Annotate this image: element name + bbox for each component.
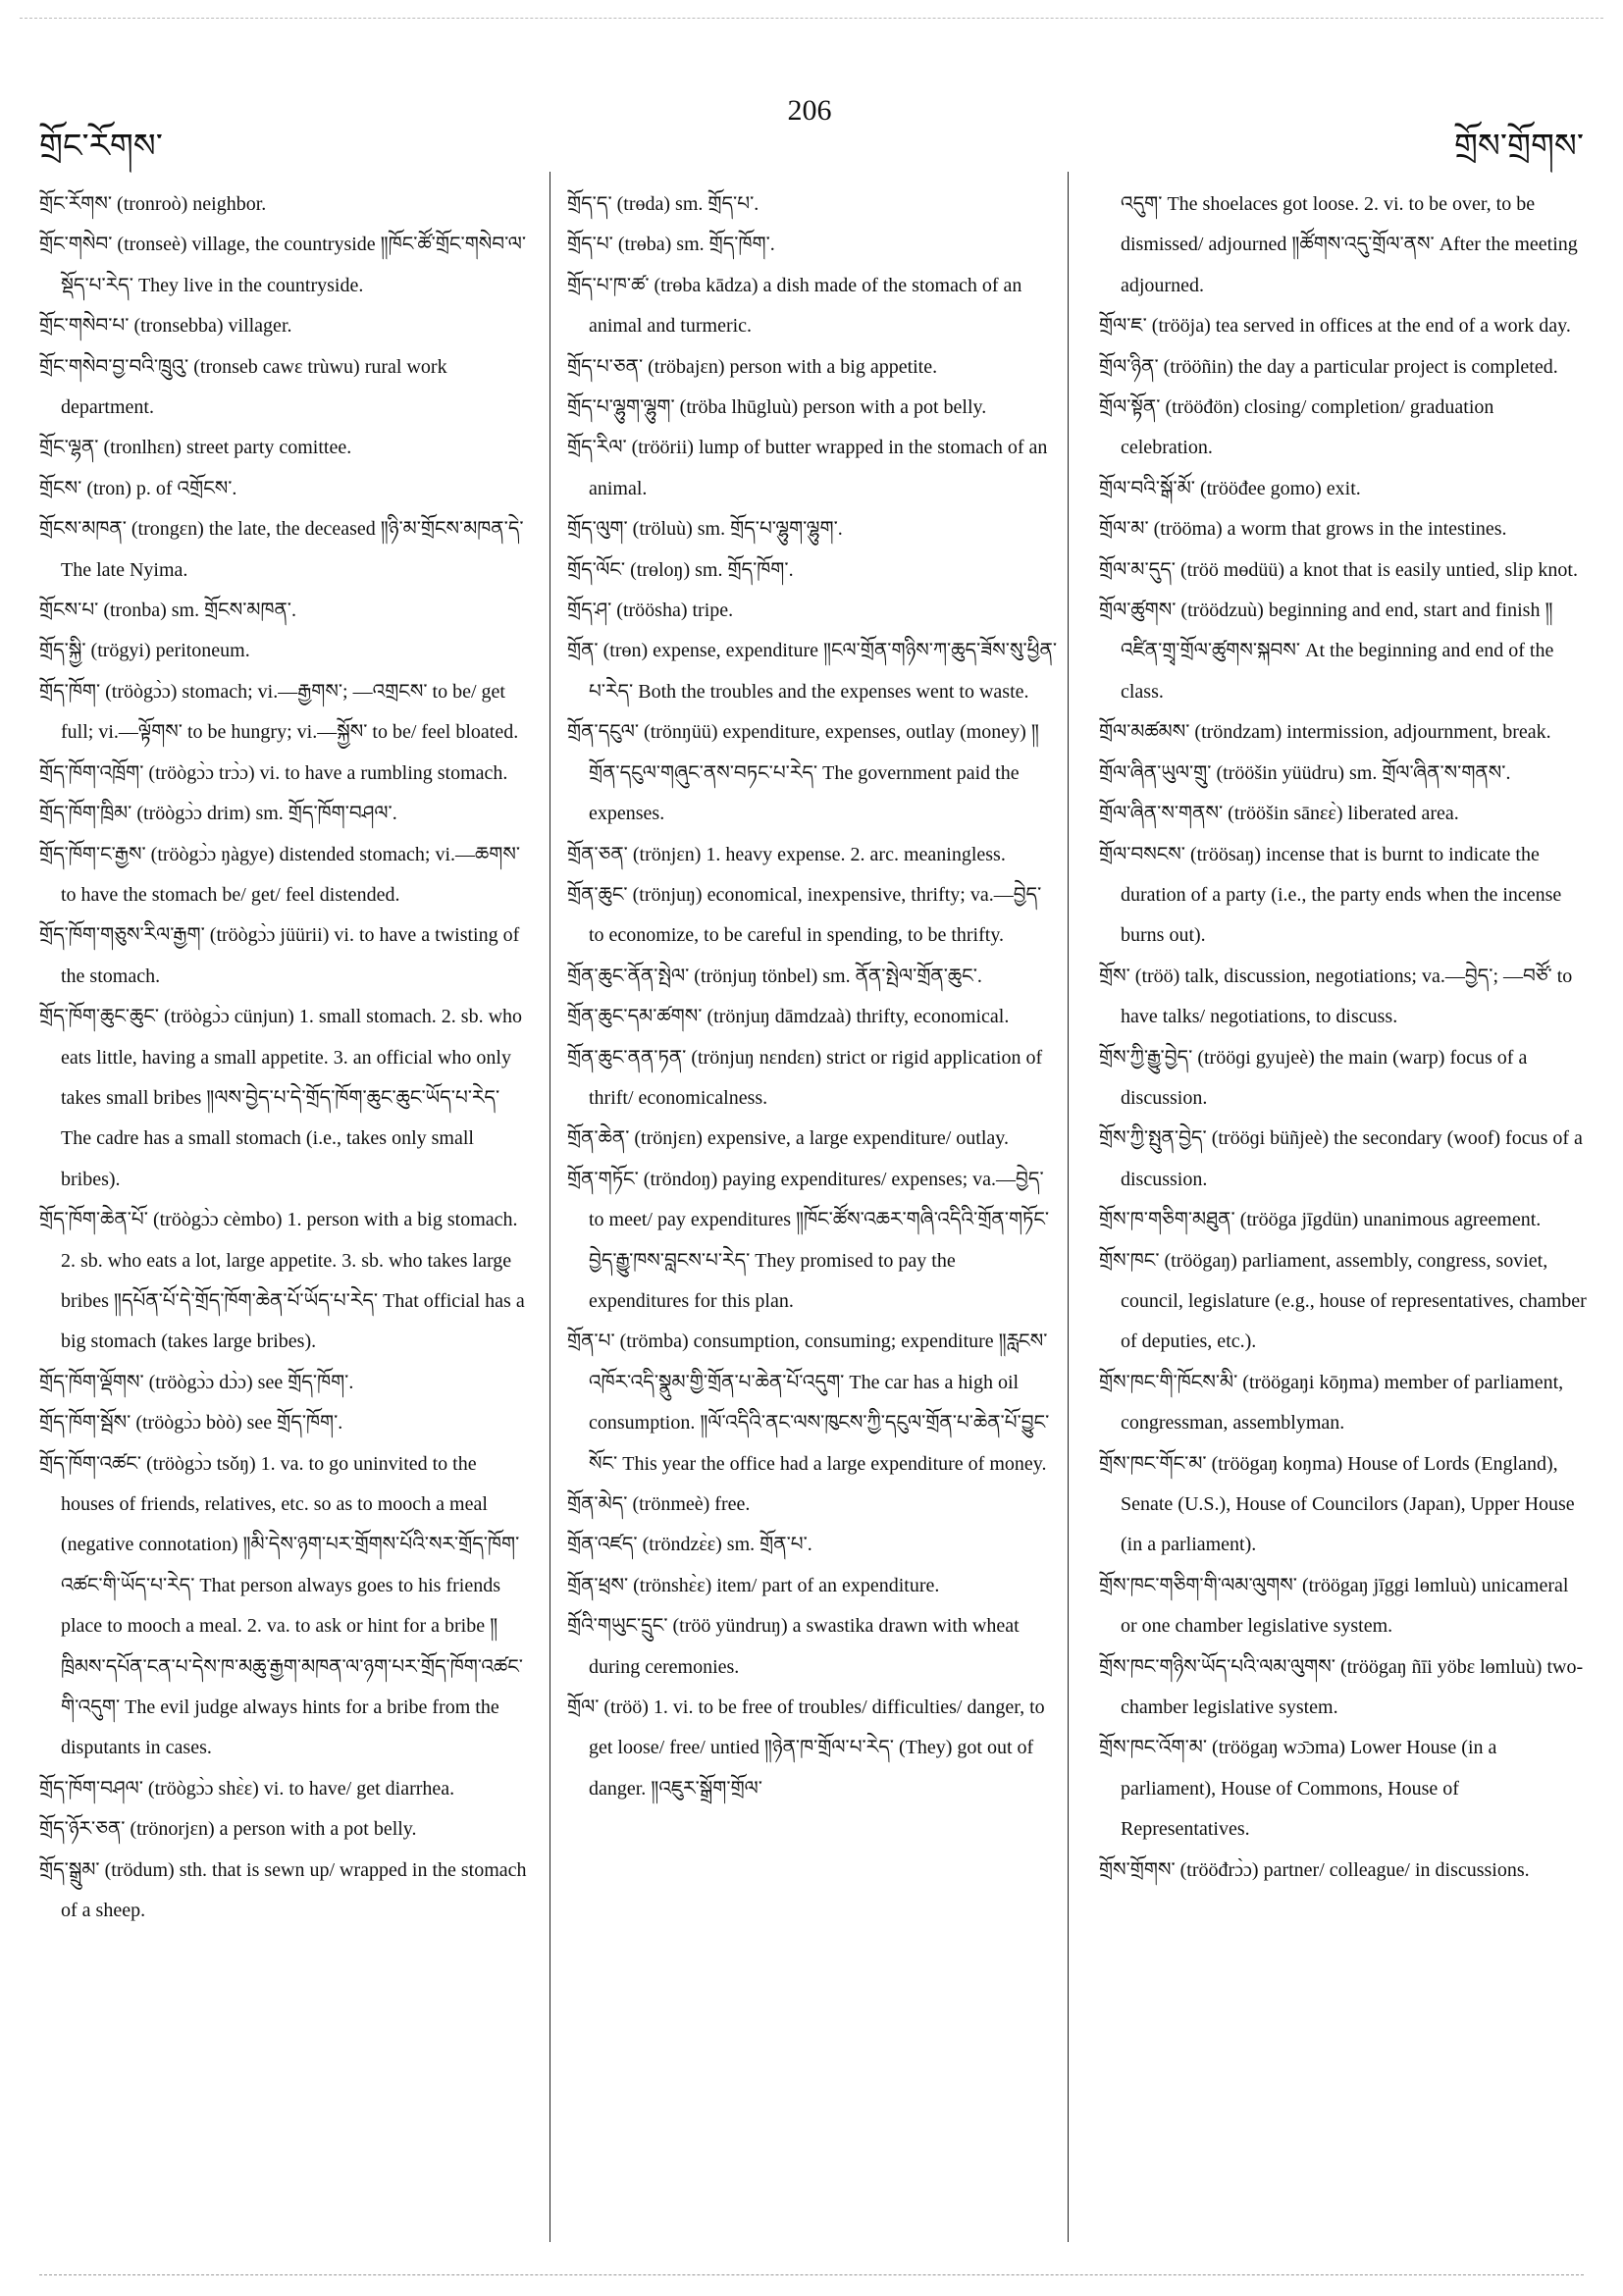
dictionary-entry: གྲོན་མེད་ (trönmeè) free.: [567, 1493, 751, 1515]
dictionary-entry: གྲོན་ཆུང་ནོན་སྤེལ་ (trönjuŋ tönbel) sm. ནོན་སྤེལ་གྲོན་ཆུང་.: [567, 965, 982, 987]
dictionary-entry: གྲོལ་ཇ་ (trööja) tea served in offices at the end of a work day.: [1099, 315, 1571, 338]
dictionary-entry: གྲོས་ཁ་གཅིག་མཐུན་ (trööga jīgdün) unanimous agreement.: [1099, 1209, 1542, 1231]
dictionary-entry: གྲོད་ཉོར་ཅན་ (trönorjεn) a person with a pot belly.: [39, 1818, 417, 1841]
dictionary-entry: གྲོལ་མ་དུད་ (tröö mөdüü) a knot that is easily untied, slip knot.: [1099, 558, 1578, 581]
dictionary-column-1: [39, 184, 535, 2267]
dictionary-entry: གྲོད་ཁོག་སྦོས་ (tröògɔ̀ɔ bòò) see གྲོད་ཁོག་.: [39, 1412, 343, 1435]
dictionary-entry: གྲོད་ཁོག་ཁྲིམ་ (tröògɔ̀ɔ drim) sm. གྲོད་ཁོག་བཤལ་.: [39, 803, 397, 825]
dictionary-entry: གྲོད་ཁོག་འཚང་ (tröògɔ̀ɔ tsǒŋ) 1. va. to go uninvited to the houses of friends, relatives, etc. so as to mooch a meal (negative connotation) ༎མི་དེས་ཉག་པར་གྲོགས་པོའི་སར་གྲོད་ཁོག་འཚང་གི་ཡོད་པ་རེད་ That person always goes to his friends place to mooch a meal. 2. va. to ask or hint for a bribe ༎ཁྲིམས་དཔོན་ངན་པ་དེས་ཁ་མཆུ་རྒྱག་མཁན་ལ་ཉག་པར་གྲོད་ཁོག་འཚང་གི་འདུག་ The evil judge always hints for a bribe from the disputants in cases.: [39, 1452, 523, 1759]
dictionary-entry: གྲོད་ཁོག་འཁྲོག་ (tröògɔ̀ɔ trɔ̀ɔ) vi. to have a rumbling stomach.: [39, 761, 508, 784]
dictionary-entry: གྲོད་ད་ (trөda) sm. གྲོད་པ་.: [567, 193, 759, 215]
dictionary-entry: གྲོལ་བསངས་ (tröösaŋ) incense that is burnt to indicate the duration of a party (i.e., the party ends when the incense burns out).: [1099, 843, 1562, 947]
dictionary-entry: གྲོས་ཀྱི་སྤུན་བྱེད་ (trööɡi büñjeè) the secondary (woof) focus of a discussion.: [1099, 1127, 1583, 1190]
dictionary-entry: གྲོན་གཏོང་ (tröndoŋ) paying expenditures/ expenses; va.—བྱེད་ to meet/ pay expenditures ༎ཁོང་ཚོས་འཆར་གཞི་འདིའི་གྲོན་གཏོང་བྱེད་རྒྱུ་ཁས་བླངས་པ་རེད་ They promised to pay the expenditures for this plan.: [567, 1168, 1050, 1312]
dictionary-entry: གྲོད་རིལ་ (tröörii) lump of butter wrapped in the stomach of an animal.: [567, 437, 1048, 499]
dictionary-entry: གྲོལ་ཞིན་ཡུལ་གྲུ་ (trööšin yüüdru) sm. གྲོལ་ཞིན་ས་གནས་.: [1099, 761, 1511, 784]
dictionary-entry: འདུག་ The shoelaces got loose. 2. vi. to be over, to be dismissed/ adjourned ༎ཚོགས་འདུ་གྲོལ་ནས་ After the meeting adjourned.: [1121, 193, 1578, 296]
dictionary-entry: གྲོས་ཁང་གཉིས་ཡོད་པའི་ལམ་ལུགས་ (tröögaŋ ñīi yöbɛ lөmluù) two-chamber legislative system.: [1099, 1655, 1584, 1719]
dictionary-entry: གྲོལ་མཚམས་ (tröndzam) intermission, adjournment, break.: [1099, 721, 1551, 744]
dictionary-entry: གྲོན་ཆུང་ (trönjuŋ) economical, inexpensive, thrifty; va.—བྱེད་ to economize, to be careful in spending, to be thrifty.: [567, 883, 1042, 947]
bottom-scan-rule: [39, 2274, 1584, 2275]
dictionary-entry: གྲོངས་ (tron) p. of འགྲོངས་.: [39, 477, 237, 499]
dictionary-entry: གྲོད་པ་ལྷུག་ལྷུག་ (tröba lhūgluù) person with a pot belly.: [567, 396, 987, 419]
dictionary-entry: གྲོལ་ཞིན་ས་གནས་ (trööšin sānɛɛ̀) liberated area.: [1099, 803, 1459, 825]
dictionary-entry: གྲོང་རོགས་ (tronroò) neighbor.: [39, 193, 267, 215]
dictionary-entry: གྲོད་ཁོག་ང་རྒྱས་ (tröògɔ̀ɔ ŋàgye) distended stomach; vi.—ཆགས་ to have the stomach be/ get/ feel distended.: [39, 843, 521, 906]
top-scan-rule: [20, 18, 1603, 19]
dictionary-entry: གྲོད་ལུག་ (tröluù) sm. གྲོད་པ་ལྷུག་ལྷུག་.: [567, 518, 843, 541]
dictionary-entry: གྲོས་ཁང་གོང་མ་ (tröögaŋ koŋma) House of Lords (England), Senate (U.S.), House of Councilors (Japan), Upper House (in a parliament).: [1099, 1452, 1575, 1556]
dictionary-entry: གྲོས་ཁང་ (tröögaŋ) parliament, assembly, congress, soviet, council, legislature (e.g., house of representatives, chamber of deputies, etc.).: [1099, 1249, 1587, 1353]
dictionary-entry: གྲོས་གྲོགས་ (trööđrɔ̀ɔ) partner/ colleague/ in discussions.: [1099, 1858, 1530, 1881]
dictionary-entry: གྲོད་ལོང་ (trөloŋ) sm. གྲོད་ཁོག་.: [567, 558, 794, 581]
dictionary-entry: གྲོང་ལྷན་ (tronlhεn) street party comittee.: [39, 437, 352, 459]
dictionary-entry: གྲོས་ཀྱི་རྒྱུ་བྱེད་ (trööɡi gyujeè) the main (warp) focus of a discussion.: [1099, 1046, 1528, 1109]
dictionary-entry: གྲོད་ཁོག་ཆུང་ཆུང་ (tröògɔ̀ɔ cünjun) 1. small stomach. 2. sb. who eats little, having a small appetite. 3. an official who only takes small bribes ༎ལས་བྱེད་པ་དེ་གྲོད་ཁོག་ཆུང་ཆུང་ཡོད་པ་རེད་ The cadre has a small stomach (i.e., takes only small bribes).: [39, 1006, 523, 1190]
right-guide-word: གྲོས་གྲོགས་: [1454, 129, 1584, 165]
dictionary-entry: གྲོལ་སྟོན་ (trööđön) closing/ completion/ graduation celebration.: [1099, 396, 1494, 459]
dictionary-entry: གྲོད་པ་ཁ་ཚ་ (trөba kādza) a dish made of the stomach of an animal and turmeric.: [567, 274, 1022, 338]
left-guide-word: གྲོང་རོགས་: [39, 129, 163, 165]
dictionary-entry: གྲོན་པ་ (trömba) consumption, consuming; expenditure ༎རླངས་འཁོར་འདི་སྣུམ་གྱི་གྲོན་པ་ཆེན་པོ་འདུག་ The car has a high oil consumption. ༎ལོ་འདིའི་ནང་ལས་ཁུངས་ཀྱི་དངུལ་གྲོན་པ་ཆེན་པོ་བྱུང་སོང་ This year the office had a large expenditure of money.: [567, 1331, 1050, 1475]
dictionary-entry: གྲོན་ཆུང་ནན་ཏན་ (trönjuŋ nεndεn) strict or rigid application of thrift/ economicalness.: [567, 1046, 1043, 1109]
dictionary-column-3: [1099, 184, 1590, 2267]
dictionary-entry: གྲོས་ཁང་འོག་མ་ (tröögaŋ wɔ̄ɔma) Lower House (in a parliament), House of Commons, House of Representatives.: [1099, 1737, 1497, 1841]
dictionary-entry: གྲོན་འཛད་ (tröndzɛ̀ɛ) sm. གྲོན་པ་.: [567, 1534, 812, 1556]
dictionary-entry: གྲོད་པ་ཅན་ (tröbajεn) person with a big appetite.: [567, 355, 938, 378]
dictionary-entry: གྲོལ་བའི་སྒོ་མོ་ (trööđee gomo) exit.: [1099, 477, 1361, 499]
dictionary-entry: གྲོངས་པ་ (tronba) sm. གྲོངས་མཁན་.: [39, 600, 296, 622]
dictionary-entry: གྲོད་པ་ (trөba) sm. གྲོད་ཁོག་.: [567, 234, 775, 256]
dictionary-entry: གྲོད་ཤ་ (tröösha) tripe.: [567, 600, 734, 622]
dictionary-entry: གྲོངས་མཁན་ (trongεn) the late, the deceased ༎ཉི་མ་གྲོངས་མཁན་དེ་ The late Nyima.: [39, 518, 524, 581]
dictionary-entry: གྲོལ་ཚུགས་ (tröödzuù) beginning and end, start and finish ༎འཛིན་གྲྭ་གྲོལ་ཚུགས་སྐབས་ At the beginning and end of the class.: [1099, 600, 1554, 703]
dictionary-entry: གྲོན་ཕྲས་ (trönshɛ̀ɛ) item/ part of an expenditure.: [567, 1574, 940, 1596]
column-divider-2: [1068, 172, 1069, 2242]
dictionary-entry: གྲོལ་མ་ (trööma) a worm that grows in the intestines.: [1099, 518, 1507, 541]
dictionary-entry: གྲོན་ཅན་ (trönjεn) 1. heavy expense. 2. arc. meaningless.: [567, 843, 1006, 865]
dictionary-entry: གྲོན་ཆུང་དམ་ཚགས་ (trönjuŋ dāmdzaà) thrifty, economical.: [567, 1006, 1010, 1028]
dictionary-entry: གྲོས་ (tröö) talk, discussion, negotiations; va.—བྱེད་; —བཙོ་ to have talks/ negotiations, to discuss.: [1099, 965, 1573, 1028]
dictionary-entry: གྲོལ་ (tröö) 1. vi. to be free of troubles/ difficulties/ danger, to get loose/ free/ untied ༎ཉེན་ཁ་གྲོལ་པ་རེད་ (They) got out of danger. ༎འཇུར་སྒྲོག་གྲོལ་: [567, 1696, 1045, 1800]
dictionary-entry: གྲོལ་ཉིན་ (trööñin) the day a particular project is completed.: [1099, 355, 1558, 378]
page-number: 206: [787, 94, 832, 127]
dictionary-entry: གྲོས་ཁང་གཅིག་གི་ལམ་ལུགས་ (tröögaŋ jīggi lөmluù) unicameral or one chamber legislative system.: [1099, 1574, 1569, 1638]
dictionary-entry: གྲོན་ (trөn) expense, expenditure ༎ངལ་གྲོན་གཉིས་ཀ་ཆུད་ཟོས་སུ་ཕྱིན་པ་རེད་ Both the troubles and the expenses went to waste.: [567, 640, 1058, 703]
dictionary-entry: གྲོང་གསེབ་ (tronseè) village, the countryside ༎ཁོང་ཚོ་གྲོང་གསེབ་ལ་སྡོད་པ་རེད་ They live in the countryside.: [39, 234, 527, 296]
dictionary-entry: གྲོད་ཁོག་བཤལ་ (tröògɔ̀ɔ shɛ̀ɛ) vi. to have/ get diarrhea.: [39, 1777, 455, 1800]
dictionary-column-2: [567, 184, 1058, 2267]
dictionary-entry: གྲོད་ཁོག་གཅུས་རིལ་རྒྱག་ (tröògɔ̀ɔ jüürii) vi. to have a twisting of the stomach.: [39, 924, 520, 987]
dictionary-entry: གྲོད་ཁོག་ཆེན་པོ་ (tröògɔ̀ɔ cèmbo) 1. person with a big stomach. 2. sb. who eats a lot, large appetite. 3. sb. who takes large bribes ༎དཔོན་པོ་དེ་གྲོད་ཁོག་ཆེན་པོ་ཡོད་པ་རེད་ That official has a big stomach (takes large bribes).: [39, 1209, 525, 1353]
dictionary-entry: གྲོང་གསེབ་བྱ་བའི་ཁྲུའུ་ (tronseb cawε trùwu) rural work department.: [39, 355, 447, 419]
dictionary-entry: གྲོད་ཁོག་ (tröògɔ̀ɔ) stomach; vi.—རྒྱགས་; —འགྲངས་ to be/ get full; vi.—ལྟོགས་ to be hungry; vi.—སྐྱོས་ to be/ feel bloated.: [39, 680, 519, 744]
dictionary-entry: གྲོས་ཁང་གི་ཁོངས་མི་ (tröögaŋi kōŋma) member of parliament, congressman, assemblyman.: [1099, 1371, 1564, 1435]
dictionary-entry: གྲོང་གསེབ་པ་ (tronsebba) villager.: [39, 315, 292, 338]
dictionary-entry: གྲོད་སྒྲུམ་ (trödum) sth. that is sewn up/ wrapped in the stomach of a sheep.: [39, 1858, 527, 1922]
dictionary-entry: གྲོན་དངུལ་ (trönŋüü) expenditure, expenses, outlay (money) ༎གྲོན་དངུལ་གཞུང་ནས་བཏང་པ་རེད་ The government paid the expenses.: [567, 721, 1039, 825]
dictionary-entry: གྲོད་ཁོག་ལྡོགས་ (tröògɔ̀ɔ dɔ̀ɔ) see གྲོད་ཁོག་.: [39, 1371, 354, 1393]
dictionary-entry: གྲོའི་གཡུང་དྲུང་ (tröö yündruŋ) a swastika drawn with wheat during ceremonies.: [567, 1615, 1020, 1678]
dictionary-entry: གྲོན་ཆེན་ (trönjεn) expensive, a large expenditure/ outlay.: [567, 1127, 1010, 1150]
dictionary-entry: གྲོད་སྐྱི་ (trögyi) peritoneum.: [39, 640, 250, 662]
